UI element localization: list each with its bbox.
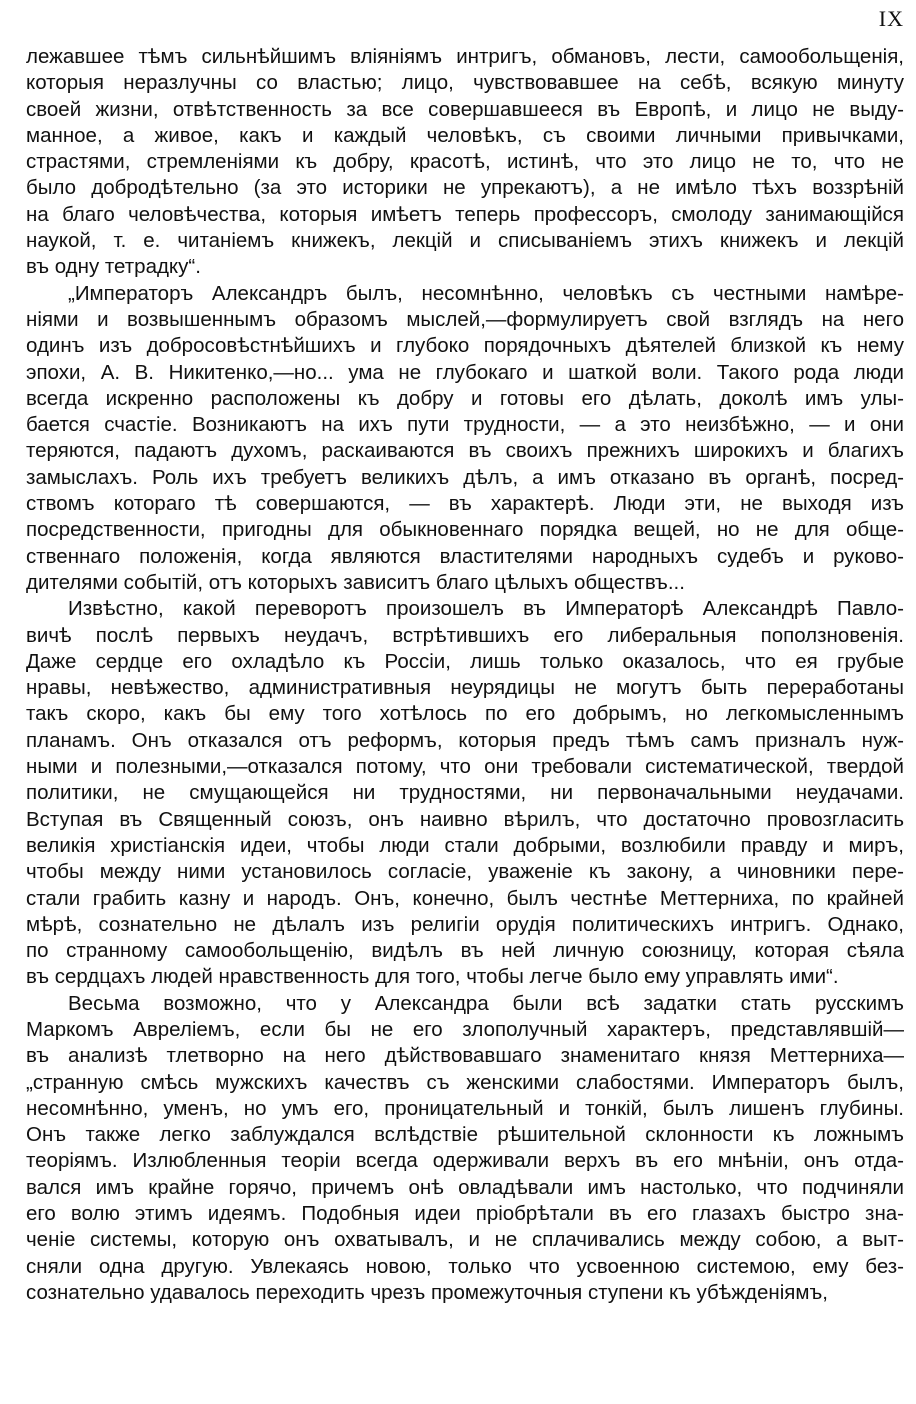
text-line: ными и полезными,—отказался потому, что они требовали систематической, твердой (26, 755, 904, 779)
text-line: одинъ изъ добросовѣстнѣйшихъ и глубоко порядочныхъ дѣятелей близкой къ нему (26, 334, 904, 358)
text-line: по странному самообольщенію, видѣлъ въ ней личную союзницу, которая сѣяла (26, 939, 904, 963)
text-line: всегда искренно расположены къ добру и готовы его дѣлать, доколѣ имъ улы- (26, 386, 904, 410)
paragraph (26, 281, 904, 597)
paragraph (26, 596, 904, 990)
text-line: вался имъ крайне горячо, причемъ онѣ овладѣвали имъ настолько, что подчиняли (26, 1175, 904, 1199)
text-line: Весьма возможно, что у Александра были всѣ задатки стать русскимъ (68, 991, 904, 1015)
text-line: стали грабить казну и народъ. Онъ, конечно, былъ честнѣе Меттерниха, по крайней (26, 886, 904, 910)
text-line: бается счастіе. Возникаютъ на ихъ пути трудности, — а это неизбѣжно, — и они (26, 413, 904, 437)
text-line: которыя неразлучны со властью; лицо, чувствовавшее на себѣ, всякую минуту (26, 71, 904, 95)
paragraph (26, 44, 904, 281)
text-line: вичѣ послѣ первыхъ неудачъ, встрѣтившихъ его либеральныя поползновенія. (26, 623, 904, 647)
text-line: теряются, падаютъ духомъ, раскаиваются въ своихъ прежнихъ широкихъ и благихъ (26, 439, 904, 463)
text-line: его волю этимъ идеямъ. Подобныя идеи пріобрѣтали въ его глазахъ быстро зна- (26, 1202, 904, 1226)
paragraph (26, 991, 904, 1307)
text-line: наукой, т. е. читаніемъ книжекъ, лекцій и списываніемъ этихъ книжекъ и лекцій (26, 229, 904, 253)
text-line: Маркомъ Авреліемъ, если бы не его злополучный характеръ, представлявшій— (26, 1017, 904, 1041)
text-line: „Императоръ Александръ былъ, несомнѣнно, человѣкъ съ честными намѣре- (68, 281, 904, 305)
text-line: въ одну тетрадку“. (26, 255, 201, 279)
text-line: своей жизни, отвѣтственность за все совершавшееся въ Европѣ, и лицо не выду- (26, 97, 904, 121)
text-line: замыслахъ. Роль ихъ требуетъ великихъ дѣлъ, а имъ отказано въ органѣ, посред- (26, 465, 904, 489)
text-line: манное, а живое, какъ и каждый человѣкъ, съ своими личными привычками, (26, 123, 904, 147)
text-line: теоріямъ. Излюбленныя теоріи всегда одерживали верхъ въ его мнѣніи, онъ отда- (26, 1149, 904, 1173)
text-line: ченіе системы, которую онъ охватывалъ, и не сплачивались между собою, а выт- (26, 1228, 904, 1252)
text-line: планамъ. Онъ отказался отъ реформъ, которыя предъ тѣмъ самъ призналъ нуж- (26, 728, 904, 752)
page-text (26, 44, 904, 1306)
page-number: IX (878, 6, 904, 31)
text-line: мѣрѣ, сознательно не дѣлалъ изъ религіи орудія политическихъ интригъ. Однако, (26, 912, 904, 936)
text-line: несомнѣнно, уменъ, но умъ его, проницательный и тонкій, былъ лишенъ глубины. (26, 1096, 904, 1120)
text-line: Извѣстно, какой переворотъ произошелъ въ Императорѣ Александрѣ Павло- (68, 597, 904, 621)
text-line: политики, не смущающейся ни трудностями, ни первоначальными неудачами. (26, 781, 904, 805)
text-line: чтобы между ними установилось согласіе, уваженіе къ закону, а чиновники пере- (26, 860, 904, 884)
text-line: „странную смѣсь мужскихъ качествъ съ женскими слабостями. Императоръ былъ, (26, 1070, 904, 1094)
text-line: сознательно удавалось переходить чрезъ промежуточныя ступени къ убѣжденіямъ, (26, 1280, 828, 1304)
text-line: Онъ также легко заблуждался вслѣдствіе рѣшительной склонности къ ложнымъ (26, 1123, 904, 1147)
text-line: ствомъ котораго тѣ совершаются, — въ характерѣ. Люди эти, не выходя изъ (26, 492, 904, 516)
text-line: такъ скоро, какъ бы ему того хотѣлось по его добрымъ, но легкомысленнымъ (26, 702, 904, 726)
text-line: страстями, стремленіями къ добру, красотѣ, истинѣ, что это лицо не то, что не (26, 150, 904, 174)
text-line: дителями событій, отъ которыхъ зависитъ благо цѣлыхъ обществъ... (26, 570, 685, 594)
text-line: въ анализѣ тлетворно на него дѣйствовавшаго знаменитаго князя Меттерниха— (26, 1044, 904, 1068)
text-line: великія христіанскія идеи, чтобы люди стали добрыми, возлюбили правду и миръ, (26, 833, 904, 857)
text-line: нравы, невѣжество, административныя неурядицы не могутъ быть переработаны (26, 676, 904, 700)
text-line: ственнаго положенія, когда являются властителями народныхъ судебъ и руково- (26, 544, 904, 568)
text-line: на благо человѣчества, которыя имѣетъ теперь профессоръ, смолоду занимающійся (26, 202, 904, 226)
text-line: Даже сердце его охладѣло къ Россіи, лишь только оказалось, что ея грубые (26, 649, 904, 673)
text-line: въ сердцахъ людей нравственность для того, чтобы легче было ему управлять ими“. (26, 965, 839, 989)
text-line: ніями и возвышеннымъ образомъ мыслей,—формулируетъ свой взглядъ на него (26, 307, 904, 331)
text-line: посредственности, пригодны для обыкновеннаго порядка вещей, но не для обще- (26, 518, 904, 542)
text-line: сняли одна другую. Увлекаясь новою, только что усвоенною системою, ему без- (26, 1254, 904, 1278)
text-line: эпохи, А. В. Никитенко,—но... ума не глубокаго и шаткой воли. Такого рода люди (26, 360, 904, 384)
text-line: было добродѣтельно (за это историки не упрекаютъ), а не имѣло тѣхъ воззрѣній (26, 176, 904, 200)
text-line: Вступая въ Священный союзъ, онъ наивно вѣрилъ, что достаточно провозгласить (26, 807, 904, 831)
text-line: лежавшее тѣмъ сильнѣйшимъ вліяніямъ интригъ, обмановъ, лести, самообольщенія, (26, 45, 904, 68)
